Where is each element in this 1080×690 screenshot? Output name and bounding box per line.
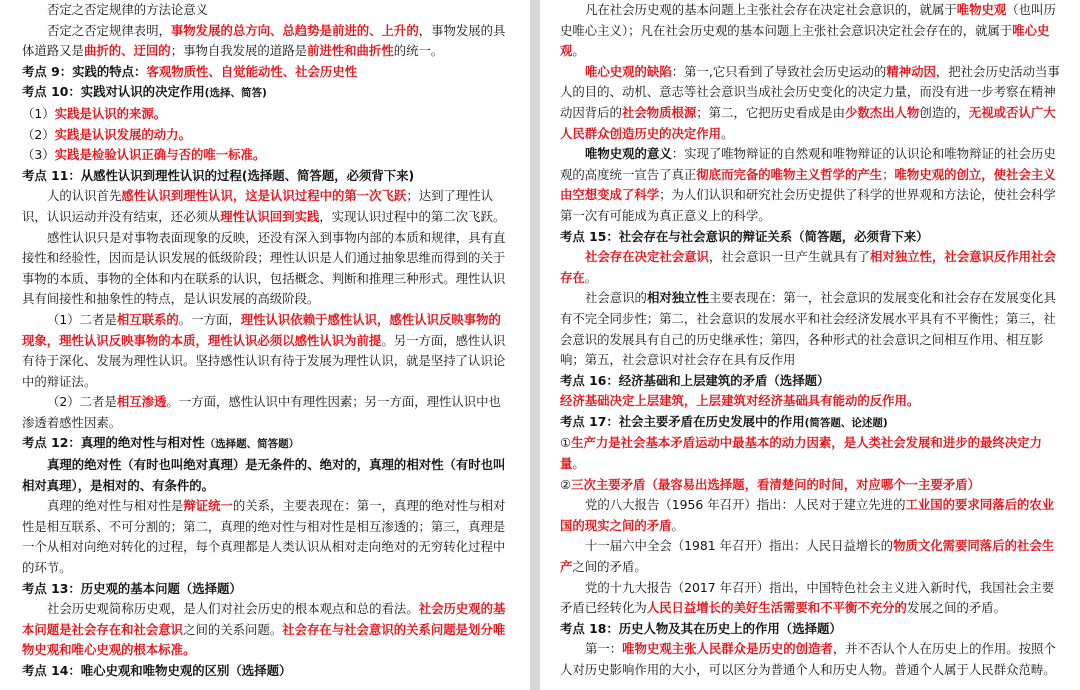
paragraph — [560, 639, 1062, 680]
highlight-text: 事物发展的总方向、总趋势是前进的、上升的 — [170, 22, 419, 38]
heading-text: 考点 11：从感性认识到理性认识的过程(选择题、简答题，必须背下来) — [22, 167, 415, 183]
highlight-text: 理性认识回到实践 — [220, 208, 320, 224]
text-line — [22, 0, 508, 21]
text-run: 党的八大报告（1956 年召开）指出：人民对于建立先进的 — [585, 497, 906, 513]
paragraph — [560, 536, 1062, 577]
text-run: ；为人们认识和研究社会历史提供了科学的世界观和方法论，使社会科学第一次有可能成为真正意义上的科学。 — [560, 187, 1056, 223]
list-marker: ② — [560, 476, 572, 492]
heading-text: 考点 17：社会主要矛盾在历史发展中的作用 — [560, 413, 805, 429]
list-item — [560, 433, 1062, 474]
highlight-text: 唯心史观 — [560, 22, 1050, 59]
text-run: 主要表现在：第一，社会意识的发展变化和社会存在发展变化具有不完全同步性；第二，社会意识的发展水平和社会经济发展水平具有不平衡性；第三，社会意识的发展具有自己的历史继承性；第四，各种形式的社会意识之间相互作用、相互影响；第五，社会意识对社会存在具有反作用 — [560, 290, 1056, 368]
text-run: 十一届六中全会（1981 年召开）指出：人民日益增长的 — [585, 538, 894, 554]
list-item — [22, 145, 508, 166]
paragraph — [560, 62, 1062, 144]
section-heading — [560, 371, 1062, 392]
section-heading — [560, 412, 1062, 434]
text-run: 创造的， — [919, 104, 969, 120]
paragraph — [22, 496, 508, 578]
highlight-text: 精神动因 — [886, 63, 936, 79]
highlight-text: 彻底而完备的唯物主义哲学的产生 — [696, 166, 883, 182]
paragraph — [560, 391, 1062, 412]
paragraph — [560, 0, 1062, 62]
text-run: 之间的关系问题。 — [183, 621, 283, 637]
heading-note: （选择题、简答题） — [204, 438, 300, 451]
highlight-text: 工业国的要求同落后的农业国的现实之间的矛盾 — [560, 497, 1055, 533]
bold-text: 相对独立性 — [646, 290, 709, 306]
highlight-text: 实践是认识的来源。 — [54, 105, 167, 121]
paragraph — [560, 247, 1062, 288]
text-run: 发展之间的矛盾。 — [906, 600, 1007, 616]
section-heading — [22, 62, 508, 83]
highlight-text: 前进性和曲折性 — [306, 43, 394, 59]
highlight-text: 唯心史观的缺陷 — [585, 63, 672, 79]
highlight-text: 无视或否认广大人民群众创造历史的决定作用 — [560, 104, 1056, 141]
text-run: 否定之否定规律表明， — [47, 22, 171, 38]
highlight-text: 经济基础决定上层建筑，上层建筑对经济基础具有能动的反作用。 — [560, 393, 920, 409]
list-item — [22, 125, 508, 146]
text-run: ，实现认识过程中的第二次飞跃。 — [319, 208, 506, 224]
text-run: 。另一方面，感性认识有待于深化、发展为理性认识。坚持感性认识有待于发展为理性认识，就是坚持了认识论中的辩证法。 — [22, 332, 506, 389]
text-run: ；第二，它把历史看成是由 — [696, 104, 845, 120]
highlight-text: 唯物史观主张人民群众是历史的创造者 — [622, 641, 833, 657]
list-marker: （3） — [22, 147, 55, 163]
text-run: ，事物发展的具体道路又是 — [22, 22, 506, 59]
heading-text: 考点 12：真理的绝对性与相对性 — [22, 435, 205, 451]
text-run: 社会历史观简称历史观，是人们对社会历史的根本观点和总的看法。 — [47, 601, 419, 617]
text-run: （1）二者是 — [47, 311, 117, 327]
text-run: 之间的矛盾。 — [572, 559, 647, 575]
highlight-text: 三次主要矛盾（最容易出选择题，看清楚问的时间，对应哪个一主要矛盾） — [571, 476, 980, 492]
heading-text: 考点 13：历史观的基本问题（选择题） — [22, 580, 242, 596]
section-heading — [560, 227, 1062, 248]
paragraph — [560, 144, 1062, 226]
section-heading — [22, 433, 508, 455]
paragraph — [22, 310, 508, 392]
text-run: ；事物自我发展的道路是 — [170, 43, 307, 59]
highlight-text: 感性认识到理性认识，这是认识过程中的第一次飞跃 — [121, 188, 407, 204]
text-run: 党的十九大报告（2017 年召开）指出，中国特色社会主义进入新时代，我国社会主要矛盾已经转化为 — [560, 579, 1055, 616]
heading-text: 考点 16：经济基础和上层建筑的矛盾（选择题） — [560, 372, 830, 388]
text-run: 社会意识的 — [585, 290, 647, 306]
paragraph — [22, 186, 508, 227]
highlight-text: 少数杰出人物 — [844, 104, 920, 120]
right-page — [540, 0, 1080, 690]
heading-note: (简答题、论述题) — [804, 416, 888, 429]
paragraph — [560, 288, 1062, 370]
highlight-text: 辩证统一 — [183, 498, 233, 514]
text-run: 人的认识首先 — [47, 188, 122, 204]
highlight-text: 唯物史观的创立，使社会主义由空想变成了科学 — [560, 166, 1056, 203]
paragraph — [560, 578, 1062, 619]
text-run: 。 — [572, 43, 585, 59]
text-run: 否定之否定规律的方法论意义 — [47, 2, 209, 17]
text-run: 。 — [572, 456, 585, 472]
bold-text: 真理的绝对性（有时也叫绝对真理）是无条件的、绝对的，真理的相对性（有时也叫相对真理），是相对的、有条件的。 — [22, 457, 506, 493]
heading-text: 考点 9：实践的特点： — [22, 63, 147, 79]
text-run: ，社会意识一旦产生就具有了 — [708, 249, 870, 265]
text-run: 。 — [721, 125, 734, 141]
text-run: ；达到了理性认识，认识运动并没有结束，还必须从 — [22, 188, 494, 224]
page-gutter — [530, 0, 540, 690]
text-run: ：第一,它只看到了导致社会历史运动的 — [671, 63, 887, 79]
text-run: 第一： — [585, 641, 623, 657]
bold-text: 唯物史观的意义 — [585, 146, 672, 162]
highlight-text: 相对独立性，社会意识反作用社会存在 — [560, 249, 1056, 285]
highlight-text: 社会历史观的基本问题是社会存在和社会意识 — [22, 601, 506, 637]
highlight-text: 生产力是社会基本矛盾运动中最基本的动力因素，是人类社会发展和进步的最终决定力量 — [560, 435, 1042, 472]
highlight-text: 人民日益增长的美好生活需要和不平衡不充分的 — [646, 600, 907, 616]
text-run: ：实现了唯物辩证的自然观和唯物辩证的认识论和唯物辩证的社会历史观的高度统一宣告了真正 — [560, 146, 1056, 182]
left-page — [0, 0, 530, 690]
heading-note: (选择、简答) — [204, 87, 267, 100]
text-run: 的统一。 — [393, 43, 444, 59]
text-run: 凡在社会历史观的基本问题上主张社会存在决定社会意识的，就属于 — [585, 2, 957, 17]
highlight-text: 相互联系的 — [116, 311, 179, 327]
highlight-text: 实践是检验认识正确与否的唯一标准。 — [54, 147, 266, 163]
text-run: 真理的绝对性与相对性是 — [47, 498, 184, 514]
section-heading — [560, 619, 1062, 640]
text-run: 。 — [584, 269, 598, 285]
highlight-text: 社会物质根源 — [621, 104, 697, 120]
highlight-text: 客观物质性、自觉能动性、社会历史性 — [146, 63, 358, 79]
section-heading — [22, 579, 508, 600]
text-run: （2）二者是 — [47, 394, 117, 410]
highlight-text: 社会存在与社会意识的关系问题是划分唯物史观和唯心史观的根本标准。 — [22, 621, 506, 658]
text-run: 。一方面， — [178, 311, 241, 327]
list-marker: ① — [560, 435, 572, 451]
section-heading — [22, 166, 508, 187]
highlight-text: 物质文化需要同落后的社会生产 — [560, 538, 1055, 575]
section-heading — [22, 661, 508, 682]
paragraph — [22, 228, 508, 310]
highlight-text: 相互渗透 — [116, 394, 167, 410]
text-run: 。 — [671, 517, 684, 533]
highlight-text: 理性认识依赖于感性认识，感性认识反映事物的现象，理性认识反映事物的本质，理性认识必须以感性认识为前提 — [22, 311, 501, 348]
heading-text: 考点 14：唯心史观和唯物史观的区别（选择题） — [22, 663, 292, 678]
highlight-text: 唯物史观 — [956, 2, 1007, 17]
text-run: 的关系，主要表现在：第一，真理的绝对性与相对性是相互联系、不可分割的；第二，真理的绝对性与相对性是相互渗透的；第三，真理是一个从相对向绝对转化的过程，每个真理都是人类认识从相对走向绝对的无穷转化过程中的环节。 — [22, 498, 506, 576]
section-heading — [22, 82, 508, 104]
heading-text: 考点 10：实践对认识的决定作用 — [22, 84, 205, 100]
paragraph — [22, 392, 508, 433]
paragraph — [560, 495, 1062, 536]
text-run: ； — [882, 166, 895, 182]
heading-text: 考点 18：历史人物及其在历史上的作用（选择题） — [560, 620, 842, 636]
text-run: ，把社会历史活动当事人的目的、动机、意志等社会意识当成社会历史变化的决定力量，而没有进一步考察在精神动因背后的 — [560, 63, 1060, 120]
text-run: 感性认识只是对事物表面现象的反映，还没有深入到事物内部的本质和规律，具有直接性和经验性，因而是认识发展的低级阶段；理性认识是人们通过抽象思维而得到的关于事物的本质、事物的全体和内在联系的认识，包括概念、判断和推理三种形式。理性认识具有间接性和抽象性的特点，是认识发展的高级阶段。 — [22, 229, 506, 307]
heading-text: 考点 15：社会存在与社会意识的辩证关系（简答题，必须背下来） — [560, 228, 929, 244]
text-run: （也叫历史唯心主义）；凡在社会历史观的基本问题上主张社会意识决定社会存在的，就属于 — [560, 2, 1056, 38]
list-marker: （2） — [22, 126, 55, 142]
list-item — [22, 104, 508, 125]
paragraph — [22, 455, 508, 496]
paragraph — [22, 21, 508, 62]
highlight-text: 曲折的、迂回的 — [83, 43, 171, 59]
highlight-text: 社会存在决定社会意识 — [585, 249, 709, 265]
highlight-text: 实践是认识发展的动力。 — [54, 126, 191, 142]
text-run: 。一方面，感性认识中有理性因素；另一方面，理性认识中也渗透着感性因素。 — [22, 394, 501, 430]
text-run: ，并不否认个人在历史上的作用。按照个人对历史影响作用的大小，可以区分为普通个人和历史人物。普通个人属于人民群众范畴。 — [560, 641, 1056, 677]
list-item — [560, 475, 1062, 496]
list-marker: （1） — [22, 105, 55, 121]
paragraph — [22, 599, 508, 661]
